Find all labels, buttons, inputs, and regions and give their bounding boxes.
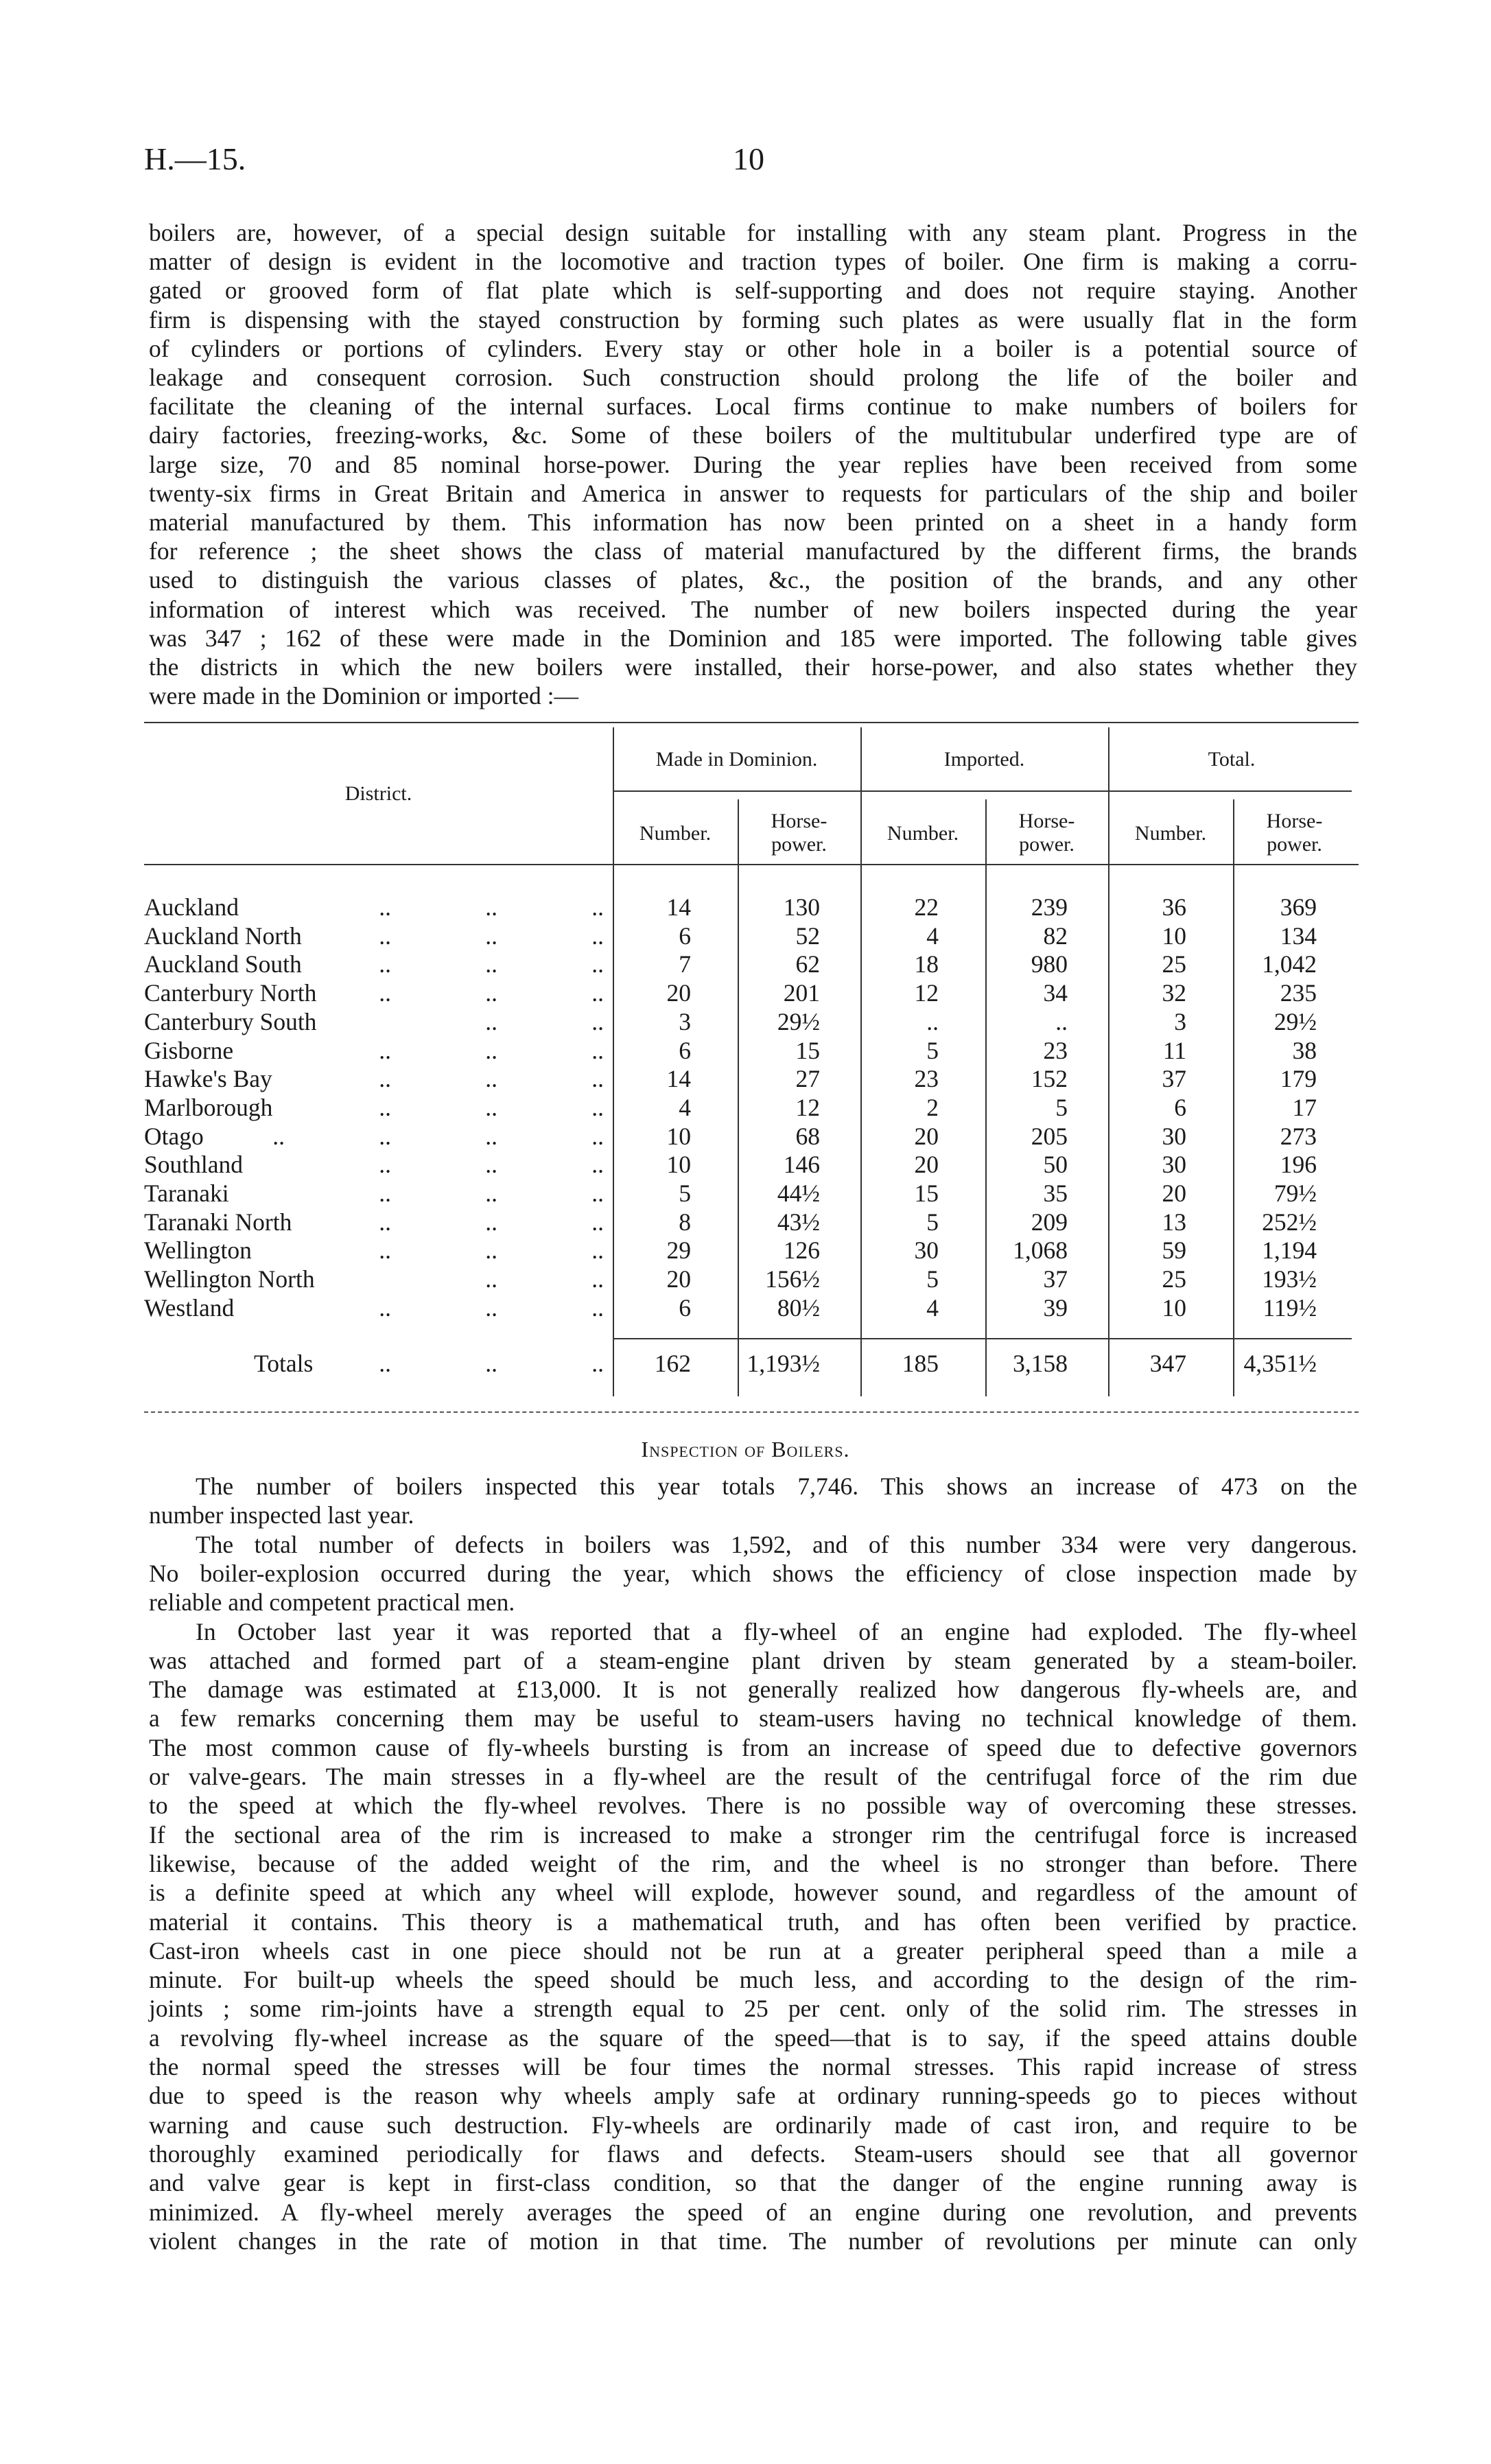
- cell-value: 2: [926, 1093, 939, 1121]
- leader: ..: [591, 1265, 604, 1293]
- leader: ..: [591, 922, 604, 950]
- district-name: Marlborough: [144, 1093, 273, 1121]
- cell-value: 369: [1280, 893, 1317, 921]
- table-row: [144, 893, 1359, 922]
- cell-value: 6: [679, 1293, 691, 1322]
- group-header-rule: [613, 790, 1352, 792]
- district-name: Canterbury North: [144, 979, 317, 1007]
- cell-value: 179: [1280, 1065, 1317, 1093]
- district-name: Auckland North: [144, 922, 302, 950]
- text-line: or valve-gears. The main stresses in a fly-wheel are the result of the centrifugal force of the rim due: [149, 1763, 1357, 1790]
- leader-dots: [285, 978, 604, 1007]
- cell-value: 23: [914, 1065, 939, 1093]
- leader: ..: [485, 893, 497, 921]
- cell-value: 82: [1043, 922, 1068, 950]
- cell-value: 156½: [765, 1265, 820, 1293]
- leader: ..: [591, 893, 604, 921]
- leader: ..: [485, 1151, 497, 1179]
- cell-value: 10: [666, 1122, 691, 1150]
- district-name: Auckland South: [144, 950, 302, 978]
- cell-value: 146: [783, 1151, 820, 1179]
- district-name: Wellington: [144, 1236, 252, 1265]
- leader: ..: [591, 1236, 604, 1265]
- district-name: Southland: [144, 1151, 243, 1179]
- cell-value: 1,193½: [747, 1350, 820, 1377]
- cell-value: 5: [926, 1265, 939, 1293]
- text-line: facilitate the cleaning of the internal surfaces. Local firms continue to make numbers of boilers for: [149, 392, 1357, 421]
- cell-value: 4: [679, 1093, 691, 1121]
- text-line: and valve gear is kept in first-class condition, so that the danger of the engine running away is: [149, 2169, 1357, 2197]
- text-line: The total number of defects in boilers was 1,592, and of this number 334 were very dangerous.: [196, 1530, 1357, 1558]
- cell-value: 12: [914, 979, 939, 1007]
- text-line: was attached and formed part of a steam-engine plant driven by steam generated by a steam-boiler.: [149, 1646, 1357, 1674]
- cell-value: 32: [1162, 979, 1186, 1007]
- leader: ..: [591, 950, 604, 978]
- text-line: If the sectional area of the rim is increased to make a stronger rim the centrifugal force is increased: [149, 1820, 1357, 1849]
- leader-dots: [285, 1093, 604, 1122]
- cell-value: 43½: [777, 1208, 820, 1236]
- cell-value: 6: [679, 1036, 691, 1064]
- cell-value: 68: [795, 1122, 820, 1150]
- cell-value: 3: [679, 1007, 691, 1035]
- cell-value: 8: [679, 1208, 691, 1236]
- cell-value: 235: [1280, 979, 1317, 1007]
- table-top-rule: [144, 722, 1359, 723]
- text-line: minimized. A fly-wheel merely averages the speed of an engine during one revolution, and prevents: [149, 2198, 1357, 2226]
- cell-value: 201: [783, 979, 820, 1007]
- leader-dots: [391, 1265, 604, 1293]
- cell-value: 59: [1162, 1236, 1186, 1265]
- leader-dots: [285, 1236, 604, 1265]
- cell-value: 980: [1031, 950, 1068, 978]
- subheader-number: Number.: [639, 822, 712, 845]
- district-name: Hawke's Bay: [144, 1065, 272, 1093]
- district-name: Westland: [144, 1293, 235, 1322]
- cell-value: 4: [926, 922, 939, 950]
- cell-value: 27: [795, 1065, 820, 1093]
- leader: ..: [272, 1122, 285, 1150]
- cell-value: 4,351½: [1243, 1350, 1317, 1377]
- leader: ..: [591, 1208, 604, 1236]
- text-line: firm is dispensing with the stayed construction by forming such plates as were usually flat in the form: [149, 305, 1357, 333]
- leader-dots: [285, 1064, 604, 1093]
- text-line: material it contains. This theory is a mathematical truth, and has often been verified by practice.: [149, 1908, 1357, 1936]
- totals-rule: [613, 1338, 1352, 1339]
- leader: ..: [485, 1065, 497, 1093]
- text-line: of cylinders or portions of cylinders. Every stay or other hole in a boiler is a potential source of: [149, 334, 1357, 362]
- text-line: used to distinguish the various classes of plates, &c., the position of the brands, and any other: [149, 566, 1357, 594]
- cell-value: 20: [1162, 1180, 1186, 1207]
- leader: ..: [379, 1208, 391, 1236]
- cell-value: 23: [1043, 1036, 1068, 1064]
- leader: ..: [485, 1236, 497, 1265]
- cell-value: 79½: [1273, 1180, 1317, 1207]
- table-row: [144, 1236, 1359, 1265]
- leader-dots: [285, 922, 604, 950]
- subheader-horse-power: power.: [771, 833, 827, 856]
- table-bottom-rule: [144, 1411, 1359, 1413]
- header-bottom-rule: [144, 864, 1359, 865]
- leader: ..: [591, 1065, 604, 1093]
- cell-value: 10: [1162, 1293, 1186, 1322]
- text-line: likewise, because of the added weight of the rim, and the wheel is no stronger than before. There: [149, 1849, 1357, 1877]
- leader: ..: [379, 1180, 391, 1207]
- district-name: Gisborne: [144, 1036, 234, 1064]
- cell-value: 20: [666, 1265, 691, 1293]
- text-line: twenty-six firms in Great Britain and America in answer to requests for particulars of the ship and boiler: [149, 479, 1357, 507]
- cell-value: 29: [666, 1236, 691, 1265]
- leader-dots: [285, 1036, 604, 1065]
- district-header: District.: [344, 782, 412, 805]
- leader: ..: [591, 1007, 604, 1035]
- cell-value: ..: [926, 1007, 939, 1035]
- text-line: were made in the Dominion or imported :—: [149, 682, 579, 710]
- cell-value: 134: [1280, 922, 1317, 950]
- leader-dots: [285, 1208, 604, 1236]
- table-row: [144, 1122, 1359, 1151]
- cell-value: 10: [1162, 922, 1186, 950]
- leader-dots: [391, 1007, 604, 1036]
- text-line: a revolving fly-wheel increase as the square of the speed—that is to say, if the speed attains double: [149, 2023, 1357, 2052]
- leader: ..: [591, 1093, 604, 1121]
- cell-value: 239: [1031, 893, 1068, 921]
- leader: ..: [379, 1350, 391, 1377]
- cell-value: 3: [1174, 1007, 1186, 1035]
- table-row: [144, 1179, 1359, 1208]
- cell-value: 347: [1149, 1350, 1186, 1377]
- leader: ..: [591, 1036, 604, 1064]
- district-name: Otago: [144, 1122, 204, 1150]
- text-line: The damage was estimated at £13,000. It is not generally realized how dangerous fly-wheels are, and: [149, 1676, 1357, 1704]
- cell-value: 193½: [1262, 1265, 1317, 1293]
- cell-value: 17: [1292, 1093, 1317, 1121]
- cell-value: 35: [1043, 1180, 1068, 1207]
- cell-value: 1,194: [1262, 1236, 1317, 1265]
- text-line: thoroughly examined periodically for flaws and defects. Steam-users should see that all governor: [149, 2139, 1357, 2168]
- totals-row: [144, 1349, 1359, 1378]
- text-line: the normal speed the stresses will be four times the normal stresses. This rapid increase of stress: [149, 2053, 1357, 2080]
- cell-value: 15: [914, 1180, 939, 1207]
- cell-value: 273: [1280, 1122, 1317, 1150]
- cell-value: 7: [679, 950, 691, 978]
- cell-value: 185: [902, 1350, 939, 1377]
- table-row: [144, 950, 1359, 978]
- leader-dots: [285, 1293, 604, 1322]
- leader: ..: [379, 1151, 391, 1179]
- text-line: The number of boilers inspected this year totals 7,746. This shows an increase of 473 on the: [196, 1472, 1357, 1500]
- cell-value: 62: [795, 950, 820, 978]
- text-line: was 347 ; 162 of these were made in the Dominion and 185 were imported. The following table gives: [149, 624, 1357, 652]
- leader: ..: [379, 1236, 391, 1265]
- text-line: for reference ; the sheet shows the class of material manufactured by the different firms, the brands: [149, 537, 1357, 565]
- table-row: [144, 1293, 1359, 1322]
- leader: ..: [591, 1293, 604, 1322]
- cell-value: 4: [926, 1293, 939, 1322]
- leader: ..: [485, 1036, 497, 1064]
- table-row: [144, 978, 1359, 1007]
- text-line: material manufactured by them. This information has now been printed on a sheet in a handy form: [149, 508, 1357, 536]
- cell-value: 162: [654, 1350, 691, 1377]
- leader: ..: [485, 922, 497, 950]
- cell-value: 13: [1162, 1208, 1186, 1236]
- leader-dots: [178, 1122, 604, 1151]
- district-name: Wellington North: [144, 1265, 315, 1293]
- leader: ..: [591, 979, 604, 1007]
- cell-value: 20: [914, 1151, 939, 1179]
- leader: ..: [485, 1293, 497, 1322]
- cell-value: 36: [1162, 893, 1186, 921]
- text-line: warning and cause such destruction. Fly-wheels are ordinarily made of cast iron, and require to be: [149, 2111, 1357, 2139]
- cell-value: 30: [1162, 1122, 1186, 1150]
- cell-value: 6: [1174, 1093, 1186, 1121]
- subheader-horse-power: power.: [1267, 833, 1322, 856]
- leader: ..: [379, 979, 391, 1007]
- group-header-dominion: Made in Dominion.: [655, 748, 818, 771]
- subheader-horse-power: Horse-: [1266, 810, 1323, 832]
- leader: ..: [379, 1093, 391, 1121]
- leader-dots: [285, 1349, 604, 1378]
- cell-value: 14: [666, 893, 691, 921]
- section-heading: Inspection of Boilers.: [641, 1437, 850, 1462]
- cell-value: 205: [1031, 1122, 1068, 1150]
- cell-value: 80½: [777, 1293, 820, 1322]
- cell-value: 30: [1162, 1151, 1186, 1179]
- leader: ..: [485, 1208, 497, 1236]
- subheader-horse-power: power.: [1019, 833, 1075, 856]
- leader: ..: [379, 950, 391, 978]
- text-line: In October last year it was reported that a fly-wheel of an engine had exploded. The fly-wheel: [196, 1617, 1357, 1645]
- cell-value: 1,042: [1262, 950, 1317, 978]
- leader: ..: [379, 1065, 391, 1093]
- leader: ..: [379, 922, 391, 950]
- cell-value: 30: [914, 1236, 939, 1265]
- cell-value: 11: [1162, 1036, 1186, 1064]
- group-header-total: Total.: [1208, 748, 1256, 771]
- subheader-horse-power: Horse-: [771, 810, 827, 832]
- text-line: reliable and competent practical men.: [149, 1588, 515, 1617]
- text-line: information of interest which was received. The number of new boilers inspected during the year: [149, 595, 1357, 623]
- cell-value: 29½: [1273, 1007, 1317, 1035]
- cell-value: 25: [1162, 1265, 1186, 1293]
- leader: ..: [379, 893, 391, 921]
- text-line: boilers are, however, of a special design suitable for installing with any steam plant. Progress in the: [149, 219, 1357, 246]
- leader: ..: [379, 1036, 391, 1064]
- cell-value: 10: [666, 1151, 691, 1179]
- cell-value: 152: [1031, 1065, 1068, 1093]
- cell-value: 38: [1292, 1036, 1317, 1064]
- text-line: minute. For built-up wheels the speed should be much less, and according to the design of the rim-: [149, 1966, 1357, 1994]
- group-header-imported: Imported.: [943, 748, 1025, 771]
- text-line: large size, 70 and 85 nominal horse-power. During the year replies have been received from some: [149, 450, 1357, 478]
- text-line: joints ; some rim-joints have a strength equal to 25 per cent. only of the solid rim. The stresses in: [149, 1995, 1357, 2023]
- cell-value: 29½: [777, 1007, 820, 1035]
- table-row: [144, 1007, 1359, 1036]
- text-line: violent changes in the rate of motion in that time. The number of revolutions per minute can only: [149, 2227, 1357, 2255]
- cell-value: 209: [1031, 1208, 1068, 1236]
- leader: ..: [485, 1265, 497, 1293]
- cell-value: 12: [795, 1093, 820, 1121]
- cell-value: 20: [914, 1122, 939, 1150]
- cell-value: 25: [1162, 950, 1186, 978]
- text-line: is a definite speed at which any wheel will explode, however sound, and regardless of the amount of: [149, 1879, 1357, 1907]
- leader: ..: [591, 1122, 604, 1150]
- text-line: to the speed at which the fly-wheel revolves. There is no possible way of overcoming these stresses.: [149, 1792, 1357, 1820]
- leader: ..: [591, 1180, 604, 1207]
- leader-dots: [285, 1150, 604, 1179]
- leader: ..: [591, 1350, 604, 1377]
- cell-value: 5: [926, 1036, 939, 1064]
- cell-value: 252½: [1262, 1208, 1317, 1236]
- cell-value: 5: [679, 1180, 691, 1207]
- text-line: dairy factories, freezing-works, &c. Some of these boilers of the multitubular underfired type are of: [149, 421, 1357, 449]
- district-name: Taranaki: [144, 1180, 229, 1207]
- subheader-horse-power: Horse-: [1018, 810, 1075, 832]
- leader-dots: [285, 950, 604, 978]
- cell-value: 34: [1043, 979, 1068, 1007]
- table-row: [144, 1064, 1359, 1093]
- cell-value: 14: [666, 1065, 691, 1093]
- cell-value: 44½: [777, 1180, 820, 1207]
- cell-value: 22: [914, 893, 939, 921]
- cell-value: 50: [1043, 1151, 1068, 1179]
- leader: ..: [591, 1151, 604, 1179]
- leader: ..: [379, 1293, 391, 1322]
- cell-value: 20: [666, 979, 691, 1007]
- cell-value: 37: [1043, 1265, 1068, 1293]
- text-line: No boiler-explosion occurred during the year, which shows the efficiency of close inspection made by: [149, 1559, 1357, 1587]
- cell-value: 52: [795, 922, 820, 950]
- district-name: Taranaki North: [144, 1208, 292, 1236]
- text-line: the districts in which the new boilers were installed, their horse-power, and also states whether they: [149, 653, 1357, 681]
- page-number: 10: [733, 141, 764, 176]
- table-row: [144, 1093, 1359, 1122]
- totals-label: Totals: [254, 1350, 314, 1377]
- cell-value: 5: [926, 1208, 939, 1236]
- text-line: number inspected last year.: [149, 1501, 414, 1529]
- leader: ..: [485, 979, 497, 1007]
- table-row: [144, 922, 1359, 950]
- cell-value: 15: [795, 1036, 820, 1064]
- table-row: [144, 1208, 1359, 1236]
- text-line: The most common cause of fly-wheels bursting is from an increase of speed due to defective governors: [149, 1733, 1357, 1761]
- cell-value: 5: [1055, 1093, 1068, 1121]
- leader: ..: [485, 1350, 497, 1377]
- cell-value: 196: [1280, 1151, 1317, 1179]
- leader: ..: [485, 1122, 497, 1150]
- leader: ..: [379, 1122, 391, 1150]
- text-line: a few remarks concerning them may be useful to steam-users having no technical knowledge of them.: [149, 1704, 1357, 1733]
- cell-value: 126: [783, 1236, 820, 1265]
- subheader-number: Number.: [887, 822, 959, 845]
- district-name: Auckland: [144, 893, 239, 921]
- text-line: gated or grooved form of flat plate which is self-supporting and does not require staying. Another: [149, 277, 1357, 305]
- leader: ..: [485, 1093, 497, 1121]
- cell-value: 119½: [1263, 1293, 1317, 1322]
- leader: ..: [485, 1007, 497, 1035]
- cell-value: 3,158: [1013, 1350, 1068, 1377]
- table-row: [144, 1036, 1359, 1065]
- leader: ..: [485, 1180, 497, 1207]
- cell-value: 1,068: [1013, 1236, 1068, 1265]
- text-line: leakage and consequent corrosion. Such construction should prolong the life of the boiler and: [149, 364, 1357, 391]
- leader-dots: [285, 893, 604, 922]
- cell-value: 18: [914, 950, 939, 978]
- subheader-number: Number.: [1134, 822, 1207, 845]
- leader: ..: [485, 950, 497, 978]
- text-line: matter of design is evident in the locomotive and traction types of boiler. One firm is making a corru-: [149, 248, 1357, 276]
- cell-value: ..: [1055, 1007, 1068, 1035]
- cell-value: 6: [679, 922, 691, 950]
- text-line: Cast-iron wheels cast in one piece should not be run at a greater peripheral speed than a mile a: [149, 1936, 1357, 1964]
- cell-value: 130: [783, 893, 820, 921]
- district-name: Canterbury South: [144, 1007, 317, 1035]
- cell-value: 37: [1162, 1065, 1186, 1093]
- text-line: due to speed is the reason why wheels amply safe at ordinary running-speeds go to pieces without: [149, 2082, 1357, 2110]
- leader-dots: [285, 1179, 604, 1208]
- table-row: [144, 1150, 1359, 1179]
- document-reference: H.—15.: [144, 141, 246, 176]
- table-row: [144, 1265, 1359, 1293]
- cell-value: 39: [1043, 1293, 1068, 1322]
